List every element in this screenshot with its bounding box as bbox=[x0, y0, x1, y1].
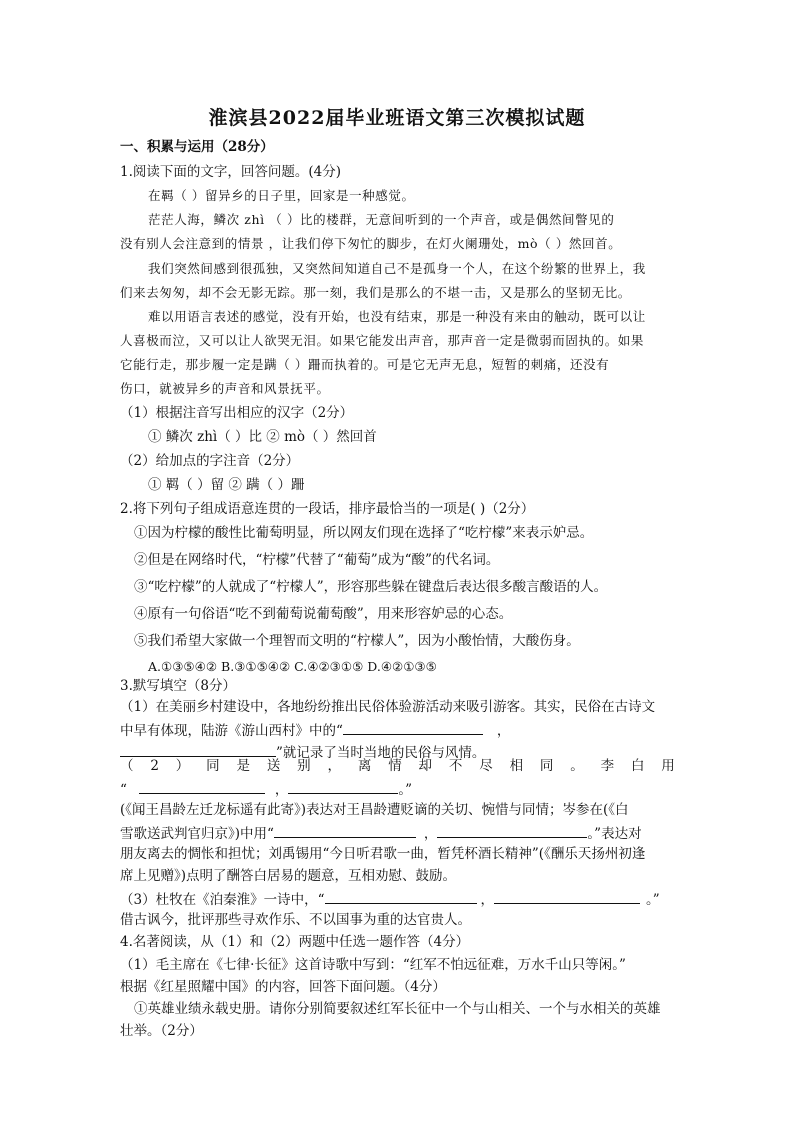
fill-blank bbox=[437, 823, 587, 838]
fill-blank bbox=[494, 889, 640, 904]
passage-line: 没有别人会注意到的情景 ，让我们停下匆忙的脚步，在灯火阑珊处，mò（ ）然回首。 bbox=[120, 236, 622, 251]
q3-part2-line1: （ 2 ） 同 是 送 别 ， 离 情 却 不 尽 相 同 。 李 白 用 bbox=[120, 758, 675, 774]
sentence-4: ④原有一句俗语“吃不到葡萄说葡萄酸”，用来形容妒忌的心态。 bbox=[134, 606, 513, 622]
sentence-1: ①因为柠檬的酸性比葡萄明显，所以网友们现在选择了“吃柠檬”来表示妒忌。 bbox=[134, 525, 594, 541]
q3-part3-line2: 借古讽今，批评那些寻欢作乐、不以国事为重的达官贵人。 bbox=[120, 912, 471, 928]
sub-question-2: （2）给加点的字注音（2分） bbox=[120, 453, 300, 469]
passage-line: 茫茫人海，鳞次 zhì （ ）比的楼群，无意间听到的一个声音，或是偶然间瞥见的 bbox=[148, 212, 615, 227]
answer-options: A.①③⑤④② B.③①⑤④② C.④②③①⑤ D.④②①③⑤ bbox=[148, 659, 437, 674]
sentence-5: ⑤我们希望大家做一个理智而文明的“柠檬人”，因为小酸怡情，大酸伤身。 bbox=[134, 633, 580, 649]
exam-title: 淮滨县2022届毕业班语文第三次模拟试题 bbox=[208, 107, 586, 129]
question-2-stem: 2.将下列句子组成语意连贯的一段话，排序最恰当的一项是( )（2分） bbox=[120, 501, 535, 517]
q4-part1-line2: 根据《红星照耀中国》的内容，回答下面问题。（4分） bbox=[120, 979, 446, 995]
fill-blank bbox=[288, 779, 398, 794]
q3-part1-line2: 中早有体现，陆游《游山西村》中的“ ， bbox=[120, 720, 510, 740]
fill-blank bbox=[343, 720, 483, 735]
section-heading: 一、积累与运用（28分） bbox=[120, 139, 274, 155]
passage-line: 它能行走，那步履一定是蹒（ ）跚而执着的。可是它无声无息，短暂的刺痛，还没有 bbox=[120, 357, 610, 372]
fill-blank bbox=[325, 889, 477, 904]
q3-part2-line5: 朋友离去的惆怅和担忧；刘禹锡用“今日听君歌一曲，暂凭杯酒长精神”(《酬乐天扬州初逢 bbox=[120, 846, 646, 862]
passage-line: 在羁（ ）留异乡的日子里，回家是一种感觉。 bbox=[148, 188, 415, 203]
question-4-stem: 4.名著阅读，从（1）和（2）两题中任选一题作答（4分） bbox=[120, 934, 470, 950]
q4-part1-line4: 壮举。（2分） bbox=[120, 1023, 203, 1039]
sentence-3: ③“吃柠檬”的人就成了“柠檬人”，形容那些躲在键盘后表达很多酸言酸语的人。 bbox=[134, 579, 608, 595]
q3-part2-line4: 雪歌送武判官归京》)中用“ ， 。”表达对 bbox=[120, 823, 642, 843]
passage-line: 人喜极而泣，又可以让人欲哭无泪。如果它能发出声音，那声音一定是微弱而固执的。如果 bbox=[120, 333, 645, 348]
q3-part2-line6: 席上见赠》)点明了酬答白居易的题意，互相劝慰、鼓励。 bbox=[120, 868, 457, 884]
fill-blank bbox=[120, 742, 276, 757]
passage-line: 我们突然间感到很孤独，又突然间知道自己不是孤身一个人，在这个纷繁的世界上，我 bbox=[148, 261, 646, 276]
question-3-stem: 3.默写填空（8分） bbox=[120, 678, 236, 694]
q4-part1-line3: ①英雄业绩永载史册。请你分别简要叙述红军长征中一个与山相关、一个与水相关的英雄 bbox=[134, 1001, 661, 1017]
sub-question-1-items: ① 鳞次 zhì（ ）比 ② mò（ ）然回首 bbox=[148, 429, 377, 445]
q3-part3-line1: （3）杜牧在《泊秦淮》一诗中，“ ， 。” bbox=[120, 889, 660, 909]
fill-blank bbox=[274, 823, 416, 838]
q3-part1-line3: ”就记录了当时当地的民俗与风情。 bbox=[120, 742, 485, 762]
sub-question-2-items: ① 羁（ ）留 ② 蹒（ ）跚 bbox=[148, 477, 305, 493]
q4-part1-line1: （1）毛主席在《七律·长征》这首诗歌中写到：“红军不怕远征难，万水千山只等闲。” bbox=[120, 957, 626, 973]
q3-part1-line1: （1）在美丽乡村建设中，各地纷纷推出民俗体验游活动来吸引游客。其实，民俗在古诗文 bbox=[120, 699, 656, 715]
passage-line: 难以用语言表述的感觉，没有开始，也没有结束，那是一种没有来由的触动，既可以让 bbox=[148, 309, 646, 324]
sentence-2: ②但是在网络时代，“柠檬”代替了“葡萄”成为“酸”的代名词。 bbox=[134, 552, 500, 568]
fill-blank bbox=[139, 779, 265, 794]
question-1-stem: 1.阅读下面的文字，回答问题。(4分) bbox=[120, 164, 342, 180]
q3-part2-line3: (《闻王昌龄左迁龙标遥有此寄》)表达对王昌龄遭贬谪的关切、惋惜与同情；岑参在(《白 bbox=[120, 802, 629, 818]
sub-question-1: （1）根据注音写出相应的汉字（2分） bbox=[120, 405, 354, 421]
q3-part2-line2: “ ， 。” bbox=[120, 779, 412, 799]
passage-line: 伤口，就被异乡的声音和风景抚平。 bbox=[120, 381, 330, 396]
passage-line: 们来去匆匆，却不会无影无踪。那一刻，我们是那么的不堪一击，又是那么的坚韧无比。 bbox=[120, 285, 631, 300]
